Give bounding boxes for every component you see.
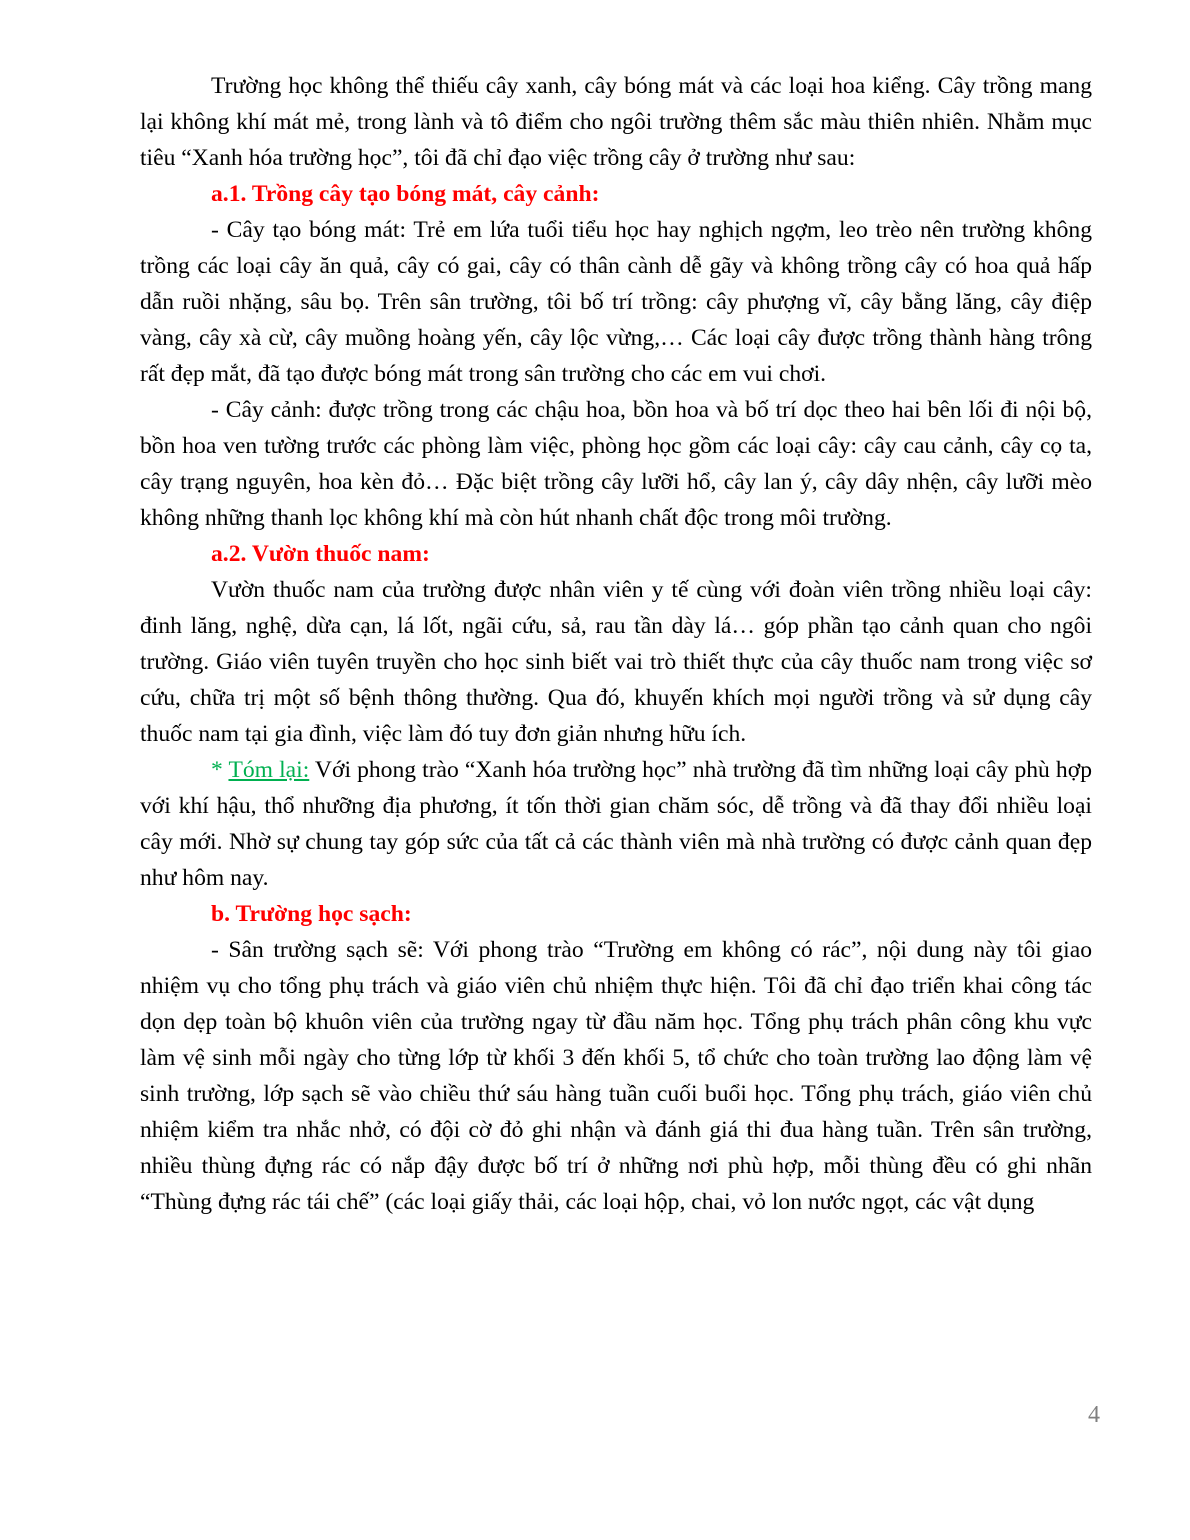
document-page <box>140 68 1092 1220</box>
heading-b: b. Trường học sạch: <box>211 901 412 927</box>
intro-paragraph: Trường học không thể thiếu cây xanh, cây bóng mát và các loại hoa kiểng. Cây trồng mang lại không khí mát mẻ, trong lành và tô điểm cho ngôi trường thêm sắc màu thiên nhiên. Nhằm mục tiêu “Xanh hóa trường học”, tôi đã chỉ đạo việc trồng cây ở trường như sau: <box>140 73 1092 171</box>
heading-a1: a.1. Trồng cây tạo bóng mát, cây cảnh: <box>211 181 600 207</box>
page-number: 4 <box>1088 1402 1100 1428</box>
summary-star: * <box>211 757 229 783</box>
medicinal-garden-paragraph: Vườn thuốc nam của trường được nhân viên y tế cùng với đoàn viên trồng nhiều loại cây: đinh lăng, nghệ, dừa cạn, lá lốt, ngãi cứu, sả, rau tần dày lá… góp phần tạo cảnh quan cho ngôi trường. Giáo viên tuyên truyền cho học sinh biết vai trò thiết thực của cây thuốc nam trong việc sơ cứu, chữa trị một số bệnh thông thường. Qua đó, khuyến khích mọi người trồng và sử dụng cây thuốc nam tại gia đình, việc làm đó tuy đơn giản nhưng hữu ích. <box>140 577 1092 747</box>
ornamental-plants-paragraph: - Cây cảnh: được trồng trong các chậu hoa, bồn hoa và bố trí dọc theo hai bên lối đi nội bộ, bồn hoa ven tường trước các phòng làm việc, phòng học gồm các loại cây: cây cau cảnh, cây cọ ta, cây trạng nguyên, hoa kèn đỏ… Đặc biệt trồng cây lưỡi hổ, cây lan ý, cây dây nhện, cây lưỡi mèo không những thanh lọc không khí mà còn hút nhanh chất độc trong môi trường. <box>140 397 1092 531</box>
shade-trees-paragraph: - Cây tạo bóng mát: Trẻ em lứa tuổi tiểu học hay nghịch ngợm, leo trèo nên trường không trồng các loại cây ăn quả, cây có gai, cây có thân cành dễ gãy và không trồng cây có hoa quả hấp dẫn ruồi nhặng, sâu bọ. Trên sân trường, tôi bố trí trồng: cây phượng vĩ, cây bằng lăng, cây điệp vàng, cây xà cừ, cây muồng hoàng yến, cây lộc vừng,… Các loại cây được trồng thành hàng trông rất đẹp mắt, đã tạo được bóng mát trong sân trường cho các em vui chơi. <box>140 217 1092 387</box>
clean-schoolyard-paragraph: - Sân trường sạch sẽ: Với phong trào “Trường em không có rác”, nội dung này tôi giao nhiệm vụ cho tổng phụ trách và giáo viên chủ nhiệm thực hiện. Tôi đã chỉ đạo triển khai công tác dọn dẹp toàn bộ khuôn viên của trường ngay từ đầu năm học. Tổng phụ trách phân công khu vực làm vệ sinh mỗi ngày cho từng lớp từ khối 3 đến khối 5, tổ chức cho toàn trường lao động làm vệ sinh trường, lớp sạch sẽ vào chiều thứ sáu hàng tuần cuối buổi học. Tổng phụ trách, giáo viên chủ nhiệm kiểm tra nhắc nhở, có đội cờ đỏ ghi nhận và đánh giá thi đua hàng tuần. Trên sân trường, nhiều thùng đựng rác có nắp đậy được bố trí ở những nơi phù hợp, mỗi thùng đều có ghi nhãn “Thùng đựng rác tái chế” (các loại giấy thải, các loại hộp, chai, vỏ lon nước ngọt, các vật dụng <box>140 937 1092 1215</box>
summary-paragraph <box>140 752 1092 896</box>
heading-a2: a.2. Vườn thuốc nam: <box>211 541 430 567</box>
summary-label: Tóm lại: <box>228 757 310 783</box>
summary-text: Với phong trào “Xanh hóa trường học” nhà trường đã tìm những loại cây phù hợp với khí hậu, thổ nhưỡng địa phương, ít tốn thời gian chăm sóc, dễ trồng và đã thay đổi nhiều loại cây mới. Nhờ sự chung tay góp sức của tất cả các thành viên mà nhà trường có được cảnh quan đẹp như hôm nay. <box>140 757 1092 891</box>
